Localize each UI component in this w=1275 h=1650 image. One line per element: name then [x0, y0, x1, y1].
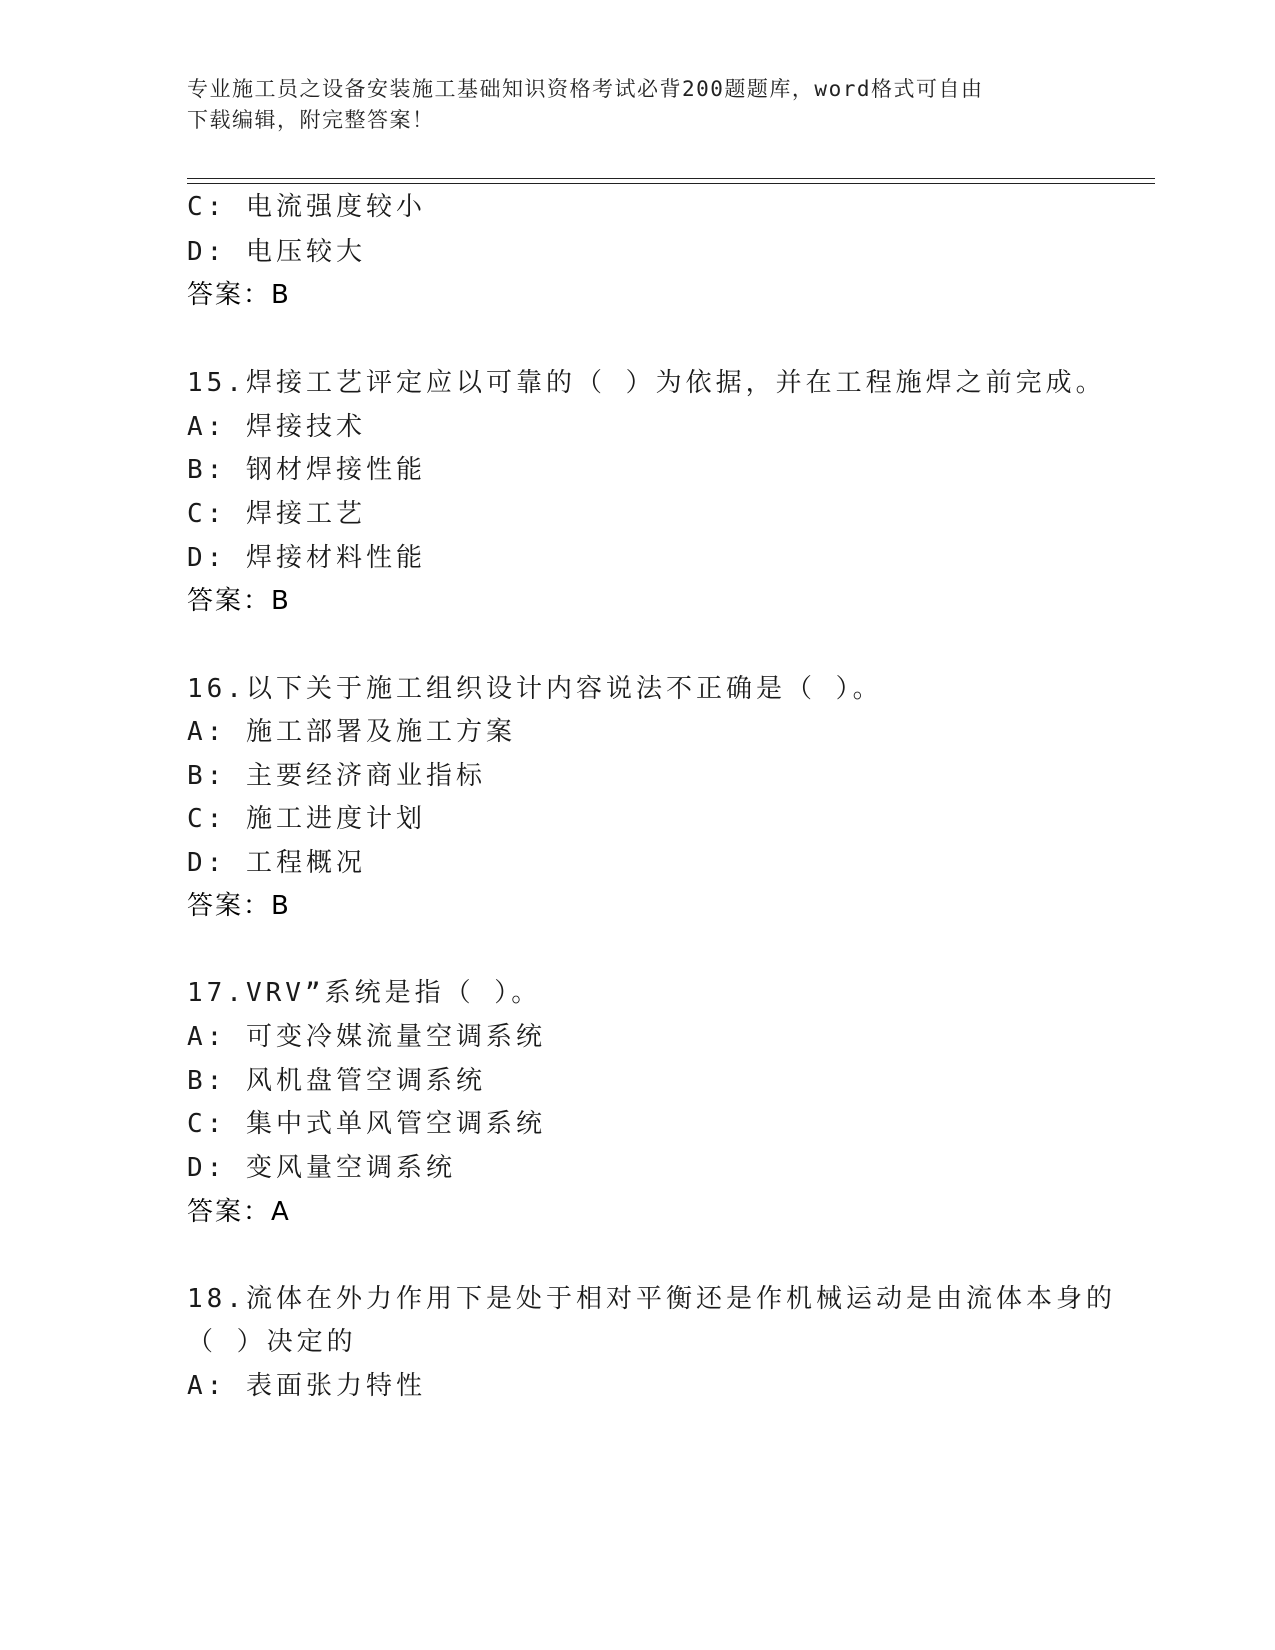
q17-stem: 17.VRV”系统是指（ ）。: [187, 978, 542, 1008]
q17-option-a: A: 可变冷媒流量空调系统: [187, 1022, 546, 1052]
q15-option-a: A: 焊接技术: [187, 412, 366, 442]
document-header: [187, 74, 1067, 136]
q16-option-d: D: 工程概况: [187, 848, 366, 878]
q16-option-a: A: 施工部署及施工方案: [187, 717, 516, 747]
q15-option-c: C: 焊接工艺: [187, 499, 366, 529]
header-line-1: 专业施工员之设备安装施工基础知识资格考试必背200题题库，word格式可自由: [187, 77, 984, 101]
q15-stem: 15.焊接工艺评定应以可靠的（ ）为依据，并在工程施焊之前完成。: [187, 368, 1106, 398]
q15-option-d: D: 焊接材料性能: [187, 543, 426, 573]
header-line-2: 下载编辑，附完整答案！: [187, 108, 435, 132]
q16-option-b: B: 主要经济商业指标: [187, 761, 486, 791]
q16-option-c: C: 施工进度计划: [187, 804, 426, 834]
q18-option-a: A: 表面张力特性: [187, 1371, 426, 1401]
q16-stem: 16.以下关于施工组织设计内容说法不正确是（ ）。: [187, 674, 883, 704]
q17-option-b: B: 风机盘管空调系统: [187, 1066, 486, 1096]
q15-option-b: B: 钢材焊接性能: [187, 455, 426, 485]
q17-answer: 答案：A: [187, 1197, 291, 1227]
q14-option-d: D: 电压较大: [187, 237, 366, 267]
q16-answer: 答案：B: [187, 891, 291, 921]
q18-stem-line-1: 18.流体在外力作用下是处于相对平衡还是作机械运动是由流体本身的: [187, 1284, 1116, 1314]
q17-option-d: D: 变风量空调系统: [187, 1153, 456, 1183]
q18-stem-line-2: （ ）决定的: [187, 1327, 357, 1357]
header-divider-top: [187, 178, 1155, 179]
header-divider-bottom: [187, 183, 1155, 184]
q14-option-c: C: 电流强度较小: [187, 192, 426, 222]
q15-answer: 答案：B: [187, 586, 291, 616]
q14-answer: 答案：B: [187, 280, 291, 310]
q17-option-c: C: 集中式单风管空调系统: [187, 1109, 546, 1139]
